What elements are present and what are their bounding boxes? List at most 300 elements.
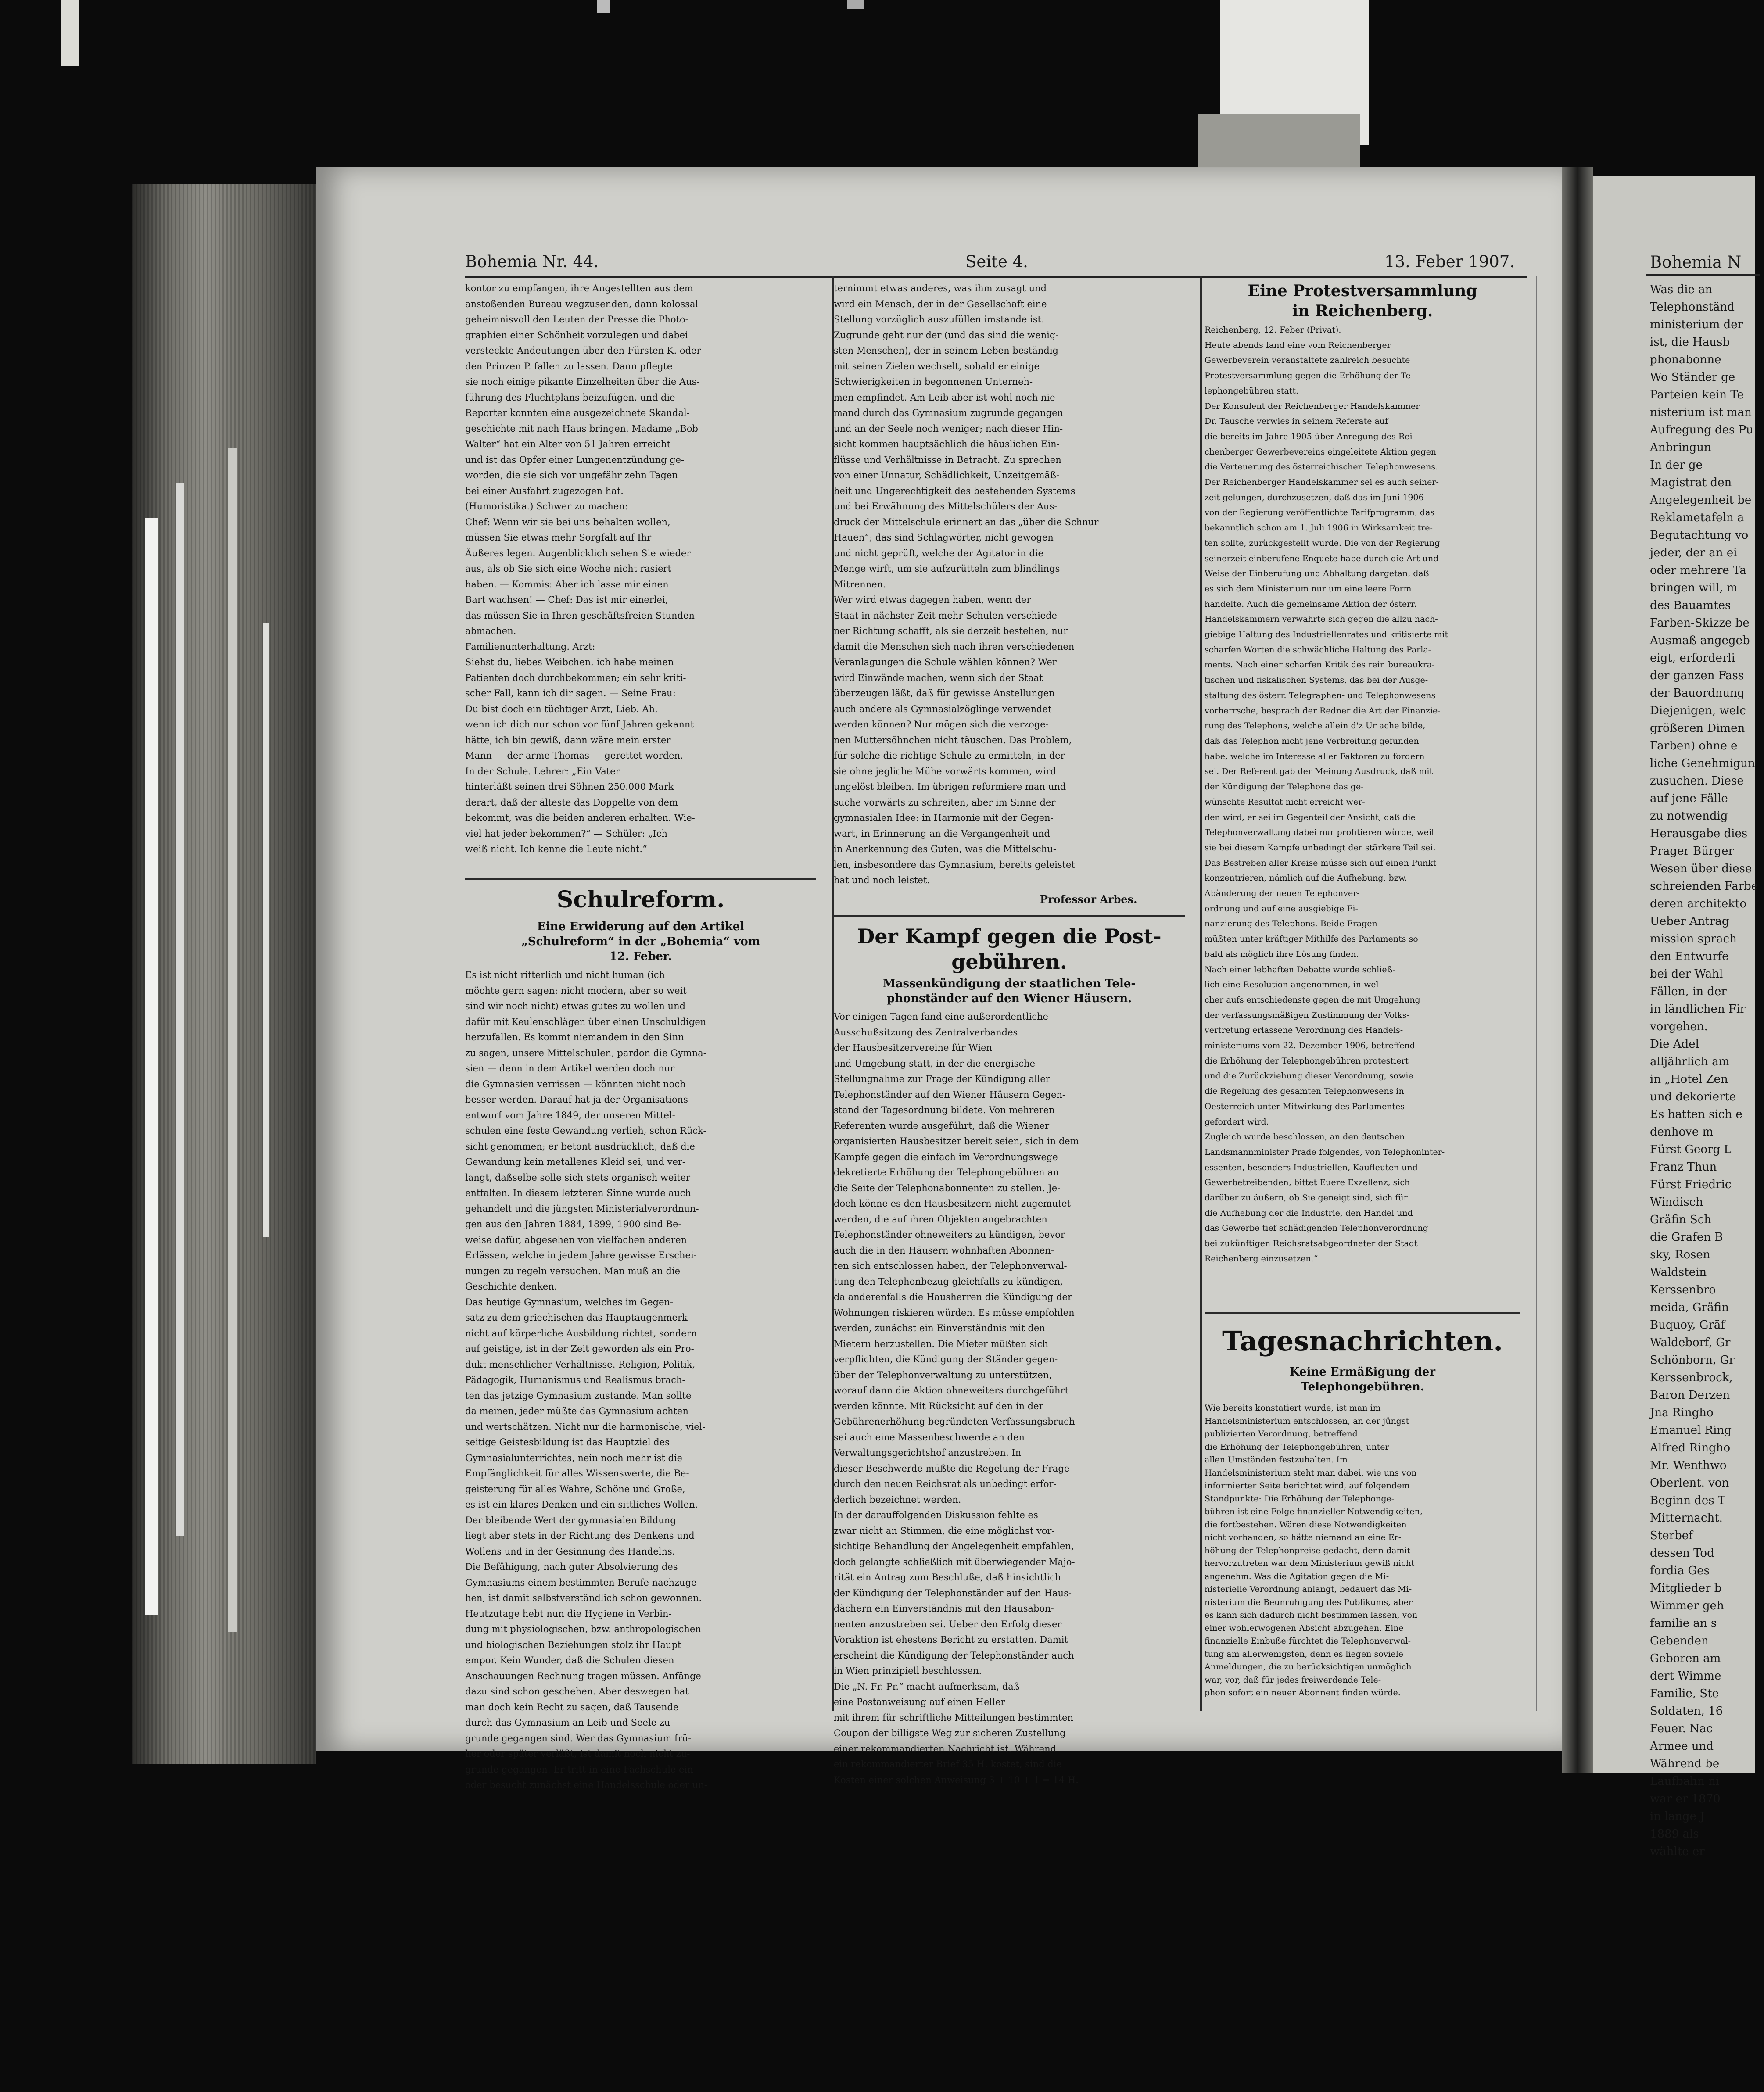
- text-line: hinterläßt seinen drei Söhnen 250.000 Mark: [465, 781, 674, 792]
- text-line: Zugleich wurde beschlossen, an den deutschen: [1205, 1132, 1405, 1142]
- text-line: Es hatten sich e: [1650, 1108, 1742, 1121]
- text-line: kontor zu empfangen, ihre Angestellten aus dem: [465, 283, 693, 294]
- next-page-header: Bohemia N: [1650, 253, 1742, 272]
- text-line: mit seinen Zielen wechselt, sobald er einige: [834, 361, 1040, 372]
- text-line: Telephonständer auf den Wiener Häusern Gegen-: [834, 1089, 1066, 1100]
- subheading-line: Keine Ermäßigung der: [1289, 1365, 1436, 1379]
- text-line: habe, welche im Interesse aller Faktoren zu fordern: [1205, 751, 1425, 761]
- page-edge-rule: [1536, 276, 1537, 1711]
- text-line: Mitrennen.: [834, 579, 886, 590]
- text-line: Handelsministerium entschlossen, an der jüngst: [1205, 1416, 1409, 1426]
- column-2-text-top: [834, 281, 1185, 897]
- text-line: jeder, der an ei: [1650, 546, 1737, 559]
- text-line: lich eine Resolution angenommen, in wel-: [1205, 980, 1381, 990]
- text-line: men empfindet. Am Leib aber ist wohl noch nie-: [834, 392, 1058, 403]
- text-line: höhung der Telephonpreise gedacht, denn damit: [1205, 1545, 1411, 1555]
- subheading-line: phonständer auf den Wiener Häusern.: [886, 992, 1132, 1005]
- text-line: die Gymnasien verrissen — könnten nicht noch: [465, 1078, 686, 1089]
- text-line: Buquoy, Gräf: [1650, 1318, 1725, 1332]
- text-line: Schönborn, Gr: [1650, 1354, 1735, 1367]
- text-line: wünschte Resultat nicht erreicht wer-: [1205, 797, 1365, 807]
- text-line: weise dafür, abgesehen von vielfachen anderen: [465, 1234, 687, 1245]
- text-line: Du bist doch ein tüchtiger Arzt, Lieb. Ah,: [465, 703, 658, 714]
- text-line: dazu sind schon geschehen. Aber deswegen hat: [465, 1686, 689, 1697]
- text-line: man doch kein Recht zu sagen, daß Tausende: [465, 1702, 679, 1712]
- film-edge: [61, 0, 79, 66]
- text-line: Kerssenbrock,: [1650, 1371, 1733, 1384]
- section-rule: [1205, 1312, 1520, 1314]
- header-page-number: Seite 4.: [965, 252, 1028, 271]
- text-line: seinerzeit einberufene Enquete habe durch die Art und: [1205, 553, 1439, 563]
- text-line: mit ihrem für schriftliche Mitteilungen bestimmten: [834, 1712, 1073, 1723]
- text-line: dert Wimme: [1650, 1669, 1721, 1683]
- text-line: Fürst Friedric: [1650, 1178, 1732, 1191]
- text-line: bei einer Ausfahrt zugezogen hat.: [465, 485, 624, 496]
- text-line: war, vor, daß für jedes freiwerdende Tele-: [1205, 1675, 1381, 1685]
- text-line: Telephonverwaltung dabei nur profitieren würde, weil: [1205, 827, 1434, 838]
- text-line: sei auch eine Massenbeschwerde an den: [834, 1432, 1025, 1443]
- text-line: Vor einigen Tagen fand eine außerordentliche: [834, 1011, 1048, 1022]
- text-line: der Hausbesitzervereine für Wien: [834, 1042, 993, 1053]
- text-line: Coupon der billigste Weg zur sicheren Zustellung: [834, 1728, 1066, 1738]
- text-line: Ausschußsitzung des Zentralverbandes: [834, 1027, 1018, 1038]
- text-line: grunde gegangen sind. Wer das Gymnasium frü-: [465, 1733, 692, 1744]
- text-line: Aufregung des Pu: [1650, 423, 1753, 437]
- text-line: besser werden. Darauf hat ja der Organisations-: [465, 1094, 692, 1105]
- text-line: Gräfin Sch: [1650, 1213, 1712, 1226]
- text-line: Feuer. Nac: [1650, 1722, 1713, 1735]
- text-line: mand durch das Gymnasium zugrunde gegangen: [834, 408, 1064, 418]
- text-line: und bei Erwähnung des Mittelschülers der Aus-: [834, 501, 1058, 512]
- text-line: Reporter konnten eine ausgezeichnete Skandal-: [465, 408, 690, 418]
- text-line: Mr. Wenthwo: [1650, 1459, 1727, 1472]
- book-gutter: [1562, 167, 1593, 1773]
- text-line: zu notwendig: [1650, 810, 1728, 823]
- text-line: grunde gegangen. Er tritt in eine Fachschule ein: [465, 1764, 693, 1775]
- text-line: Was die an: [1650, 283, 1713, 296]
- subheading-line: „Schulreform“ in der „Bohemia“ vom: [521, 935, 760, 948]
- text-line: alljährlich am: [1650, 1055, 1730, 1068]
- text-line: lephongebühren statt.: [1205, 386, 1299, 396]
- text-line: rität ein Antrag zum Beschluße, daß hinsichtlich: [834, 1572, 1061, 1583]
- text-line: die Grafen B: [1650, 1231, 1723, 1244]
- text-line: in Wien prinzipiell beschlossen.: [834, 1666, 982, 1676]
- text-line: die Verteuerung des österreichischen Telephonwesens.: [1205, 462, 1438, 472]
- text-line: bei zukünftigen Reichsratsabgeordneter der Stadt: [1205, 1239, 1418, 1249]
- text-line: dukt menschlicher Verhältnisse. Religion, Politik,: [465, 1359, 696, 1370]
- text-line: Angelegenheit be: [1650, 494, 1752, 507]
- text-line: In der Schule. Lehrer: „Ein Vater: [465, 766, 620, 777]
- text-line: müßten unter kräftiger Mithilfe des Parlaments so: [1205, 934, 1418, 944]
- text-line: bekommt, was die beiden anderen erhalten. Wie-: [465, 813, 695, 823]
- text-line: Geschichte denken.: [465, 1281, 557, 1292]
- column-3-text-top: [1205, 322, 1520, 1310]
- text-line: nungen zu regeln versuchen. Man muß an die: [465, 1265, 681, 1276]
- text-line: Emanuel Ring: [1650, 1424, 1732, 1437]
- text-line: Wollens und in der Gesinnung des Handelns.: [465, 1546, 675, 1557]
- text-line: doch gelangte schließlich mit überwiegender Majo-: [834, 1556, 1075, 1567]
- text-line: wird ein Mensch, der in der Gesellschaft eine: [834, 298, 1047, 309]
- text-line: werden können? Nur mögen sich die verzoge-: [834, 719, 1049, 730]
- text-line: Zugrunde geht nur der (und das sind die wenig-: [834, 330, 1059, 340]
- text-line: sicht kommen hauptsächlich die häuslichen Ein-: [834, 439, 1060, 449]
- text-line: Mietern herzustellen. Die Mieter müßten sich: [834, 1338, 1048, 1349]
- text-line: Wesen über diese: [1650, 862, 1752, 875]
- text-line: Das heutige Gymnasium, welches im Gegen-: [465, 1297, 674, 1308]
- text-line: In der darauffolgenden Diskussion fehlte es: [834, 1510, 1038, 1520]
- text-line: es ist ein klares Denken und ein sittliches Wollen.: [465, 1499, 698, 1510]
- text-line: herzufallen. Es kommt niemandem in den Sinn: [465, 1032, 684, 1042]
- text-line: und nicht geprüft, welche der Agitator in die: [834, 548, 1043, 559]
- text-line: in „Hotel Zen: [1650, 1073, 1728, 1086]
- film-edge: [847, 0, 864, 9]
- article-subheading-postgebuehren: [836, 976, 1183, 1006]
- text-line: weiß nicht. Ich kenne die Leute nicht.“: [465, 844, 647, 854]
- text-line: mission sprach: [1650, 932, 1737, 946]
- text-line: gehandelt und die jüngsten Ministerialverordnun-: [465, 1203, 699, 1214]
- text-line: Begutachtung vo: [1650, 529, 1749, 542]
- text-line: doch könne es den Hausbesitzern nicht zugemutet: [834, 1198, 1071, 1209]
- text-line: geschichte mit nach Haus bringen. Madame „Bob: [465, 423, 698, 434]
- text-line: dekretierte Erhöhung der Telephongebühren an: [834, 1167, 1059, 1178]
- text-line: werden, die auf ihren Objekten angebrachten: [834, 1214, 1047, 1225]
- text-line: Herausgabe dies: [1650, 827, 1748, 840]
- text-line: satz zu dem griechischen das Hauptaugenmerk: [465, 1312, 688, 1323]
- text-line: finanzielle Einbuße fürchtet die Telephonverwal-: [1205, 1636, 1411, 1646]
- text-line: Kosten einer solchen Anweisung 3 + 10 + 1 = 14 H.: [834, 1774, 1079, 1785]
- text-line: fordia Ges: [1650, 1564, 1710, 1577]
- text-line: und Umgebung statt, in der die energische: [834, 1058, 1036, 1069]
- text-line: Handelsministerium steht man dabei, wie uns von: [1205, 1468, 1417, 1478]
- text-line: Protestversammlung gegen die Erhöhung der Te-: [1205, 371, 1414, 381]
- text-line: vorgehen.: [1650, 1020, 1708, 1033]
- text-line: viel hat jeder bekommen?“ — Schüler: „Ich: [465, 828, 668, 839]
- text-line: Gymnasialunterrichtes, nein noch mehr ist die: [465, 1452, 683, 1463]
- text-line: ten das jetzige Gymnasium zustande. Man sollte: [465, 1390, 692, 1401]
- text-line: sind wir noch nicht) etwas gutes zu wollen und: [465, 1001, 686, 1011]
- text-line: phonabonne: [1650, 353, 1721, 366]
- text-line: und wertschätzen. Nicht nur die harmonische, viel-: [465, 1421, 706, 1432]
- text-line: damit die Menschen sich nach ihren verschiedenen: [834, 641, 1075, 652]
- text-line: sie bei diesem Kampfe unbedingt der stärkere Teil sei.: [1205, 842, 1436, 853]
- text-line: Walter“ hat ein Alter von 51 Jahren erreicht: [465, 439, 670, 449]
- text-line: überzeugen läßt, daß für gewisse Anstellungen: [834, 688, 1055, 699]
- text-line: gymnasialen Idee: in Harmonie mit der Gegen-: [834, 813, 1054, 823]
- text-line: phon sofort ein neuer Abonnent finden würde.: [1205, 1688, 1401, 1698]
- text-line: Patienten doch durchbekommen; ein sehr kriti-: [465, 672, 686, 683]
- text-line: Farben-Skizze be: [1650, 616, 1750, 630]
- page-edge-highlight: [263, 623, 269, 1237]
- text-line: rung des Telephons, welche allein d'z Ur ache bilde,: [1205, 721, 1426, 731]
- text-line: Während be: [1650, 1757, 1720, 1770]
- text-line: nanzierung des Telephons. Beide Fragen: [1205, 919, 1377, 929]
- text-line: nisterium die Beunruhigung des Publikums, aber: [1205, 1597, 1413, 1607]
- text-line: Oberlent. von: [1650, 1476, 1729, 1490]
- section-rule: [465, 878, 816, 880]
- text-line: Heutzutage hebt nun die Hygiene in Verbin-: [465, 1608, 672, 1619]
- text-line: derart, daß der älteste das Doppelte von dem: [465, 797, 678, 808]
- text-line: informierter Seite berichtet wird, auf folgendem: [1205, 1481, 1410, 1490]
- column-2-text-body: [834, 1009, 1185, 1785]
- text-line: auch die in den Häusern wohnhaften Abonnen-: [834, 1245, 1054, 1256]
- text-line: Gymnasiums einem bestimmten Berufe nachzuge-: [465, 1577, 700, 1588]
- subheading-line: 12. Feber.: [609, 950, 672, 963]
- text-line: werden könnte. Mit Rücksicht auf den in der: [834, 1401, 1043, 1411]
- text-line: da anderenfalls die Hausherren die Kündigung der: [834, 1292, 1072, 1302]
- text-line: Geboren am: [1650, 1652, 1721, 1665]
- text-line: Diejenigen, welc: [1650, 704, 1746, 717]
- text-line: auf jene Fälle: [1650, 792, 1728, 805]
- text-line: bringen will, m: [1650, 581, 1738, 595]
- text-line: ministeriums vom 22. Dezember 1906, betreffend: [1205, 1041, 1415, 1051]
- text-line: dächern ein Einverständnis mit den Hausabon-: [834, 1603, 1054, 1614]
- text-line: Fällen, in der: [1650, 985, 1727, 998]
- text-line: und an der Seele noch weniger; nach dieser Hin-: [834, 423, 1063, 434]
- text-line: Äußeres legen. Augenblicklich sehen Sie wieder: [465, 548, 691, 559]
- text-line: nen Muttersöhnchen nicht täuschen. Das Problem,: [834, 734, 1072, 745]
- text-line: bald als möglich ihre Lösung finden.: [1205, 949, 1359, 959]
- text-line: entwurf vom Jahre 1849, der unseren Mittel-: [465, 1110, 675, 1121]
- text-line: Bart wachsen! — Chef: Das ist mir einerlei,: [465, 595, 668, 605]
- text-line: langt, daßselbe solle sich stets organisch weiter: [465, 1172, 691, 1183]
- text-line: Sterbef: [1650, 1529, 1693, 1542]
- text-line: chenberger Gewerbevereins eingeleitete Aktion gegen: [1205, 447, 1437, 457]
- text-line: Gewerbetreibenden, bittet Euere Exzellenz, sich: [1205, 1178, 1410, 1188]
- text-line: haben. — Kommis: Aber ich lasse mir einen: [465, 579, 669, 590]
- header-newspaper-issue: Bohemia Nr. 44.: [465, 252, 599, 271]
- text-line: hen, ist damit selbstverständlich schon gewonnen.: [465, 1593, 702, 1603]
- text-line: Der bleibende Wert der gymnasialen Bildung: [465, 1515, 676, 1526]
- text-line: Waldstein: [1650, 1266, 1707, 1279]
- text-line: und dekorierte: [1650, 1090, 1736, 1103]
- text-line: in Anerkennung des Guten, was die Mittelschu-: [834, 844, 1056, 854]
- text-line: nenten anzustreben sei. Ueber den Erfolg dieser: [834, 1619, 1062, 1630]
- text-line: für solche die richtige Schule zu ermitteln, in der: [834, 750, 1065, 761]
- text-line: die Erhöhung der Telephongebühren, unter: [1205, 1442, 1389, 1452]
- text-line: geheimnisvoll den Leuten der Presse die Photo-: [465, 314, 688, 325]
- text-line: der ganzen Fass: [1650, 669, 1744, 682]
- text-line: ternimmt etwas anderes, was ihm zusagt und: [834, 283, 1047, 294]
- text-line: vertretung erlassene Verordnung des Handels-: [1205, 1025, 1403, 1035]
- text-line: möchte gern sagen: nicht modern, aber so weit: [465, 985, 687, 996]
- text-line: den Prinzen P. fallen zu lassen. Dann pflegte: [465, 361, 673, 372]
- text-line: über der Telephonverwaltung zu unterstützen,: [834, 1369, 1052, 1380]
- text-line: es kann sich dadurch nicht bestimmen lassen, von: [1205, 1610, 1418, 1620]
- article-subheading-schulreform: [470, 919, 812, 964]
- header-date: 13. Feber 1907.: [1384, 252, 1515, 271]
- text-line: handelte. Auch die gemeinsame Aktion der österr.: [1205, 599, 1417, 609]
- text-line: Vorаktion ist ehestens Bericht zu erstatten. Damit: [834, 1634, 1068, 1645]
- text-line: Standpunkte: Die Erhöhung der Telephonge-: [1205, 1494, 1395, 1504]
- text-line: hervorzutreten war dem Ministerium gewiß nicht: [1205, 1558, 1415, 1568]
- film-edge: [597, 0, 610, 13]
- section-rule: [834, 915, 1185, 917]
- text-line: liegt aber stets in der Richtung des Denkens und: [465, 1530, 695, 1541]
- text-line: Kampfe gegen die einfach im Verordnungswege: [834, 1151, 1058, 1162]
- text-line: dafür mit Keulenschlägen über einen Unschuldigen: [465, 1016, 706, 1027]
- column-1-text-top: [465, 281, 816, 873]
- text-line: sicht genommen; er betont ausdrücklich, daß die: [465, 1141, 695, 1152]
- text-line: angenehm. Was die Agitation gegen die Mi-: [1205, 1571, 1389, 1581]
- text-line: schreienden Farbe: [1650, 880, 1758, 893]
- text-line: Reichenberg, 12. Feber (Privat).: [1205, 325, 1341, 335]
- text-line: ten sollte, zurückgestellt wurde. Die von der Regierung: [1205, 538, 1440, 548]
- heading-line: Der Kampf gegen die Post-: [857, 924, 1162, 948]
- text-line: Staat in nächster Zeit mehr Schulen verschiede-: [834, 610, 1061, 621]
- text-line: Gewerbeverein veranstaltete zahlreich besuchte: [1205, 355, 1410, 365]
- column-3-text-body: [1205, 1402, 1520, 1709]
- text-line: Das Bestreben aller Kreise müsse sich auf einen Punkt: [1205, 858, 1437, 868]
- text-line: Landsmannminister Prade folgendes, von Telephoninter-: [1205, 1147, 1445, 1157]
- text-line: Gebührenerhöhung begründeten Verfassungsbruch: [834, 1416, 1075, 1427]
- text-line: Chef: Wenn wir sie bei uns behalten wollen,: [465, 516, 670, 527]
- text-line: Die „N. Fr. Pr.“ macht aufmerksam, daß: [834, 1681, 1020, 1692]
- text-line: Stellungnahme zur Frage der Kündigung aller: [834, 1074, 1050, 1084]
- text-line: nisterium ist man: [1650, 406, 1752, 419]
- text-line: Ausmaß angegeb: [1650, 634, 1750, 647]
- article-heading-protestversammlung: [1205, 281, 1520, 321]
- text-line: ungelöst bleiben. Im übrigen reformiere man und: [834, 781, 1066, 792]
- text-line: in lange J: [1650, 1810, 1705, 1823]
- text-line: verpflichten, die Kündigung der Ständer gegen-: [834, 1354, 1058, 1365]
- next-page-header-rule: [1646, 274, 1760, 276]
- text-line: zwar nicht an Stimmen, die eine möglichst vor-: [834, 1525, 1055, 1536]
- text-line: wenn ich dich nur schon vor fünf Jahren gekannt: [465, 719, 694, 730]
- book-edge: [132, 184, 316, 1764]
- text-line: Mitglieder b: [1650, 1582, 1722, 1595]
- page-edge-highlight: [176, 483, 184, 1536]
- text-line: scher Fall, kann ich dir sagen. — Seine Frau:: [465, 688, 676, 699]
- text-line: Veranlagungen die Schule wählen können? Wer: [834, 657, 1057, 667]
- text-line: wart, in Erinnerung an die Vergangenheit und: [834, 828, 1050, 839]
- text-line: sei. Der Referent gab der Meinung Ausdruck, daß mit: [1205, 767, 1433, 777]
- text-line: bühren ist eine Folge finanzieller Notwendigkeiten,: [1205, 1507, 1423, 1516]
- text-line: In der ge: [1650, 459, 1703, 472]
- subheading-line: Eine Erwiderung auf den Artikel: [537, 920, 745, 933]
- next-page-text: [1650, 281, 1764, 1860]
- text-line: das müssen Sie in Ihren geschäftsfreien Stunden: [465, 610, 695, 621]
- text-line: Referenten wurde ausgeführt, daß die Wiener: [834, 1120, 1050, 1131]
- text-line: erscheint die Kündigung der Telephonständer auch: [834, 1650, 1074, 1661]
- text-line: hat und noch leistet.: [834, 875, 930, 885]
- text-line: anstoßenden Bureau wegzusenden, dann kolossal: [465, 298, 699, 309]
- text-line: Reklametafeln a: [1650, 511, 1744, 524]
- text-line: zeit gelungen, durchzusetzen, daß das im Juni 1906: [1205, 492, 1424, 502]
- article-heading-schulreform: Schulreform.: [556, 886, 725, 913]
- subheading-line: Telephongebühren.: [1301, 1380, 1424, 1393]
- text-line: derlich bezeichnet werden.: [834, 1494, 961, 1505]
- text-line: hätte, ich bin gewiß, dann wäre mein erster: [465, 734, 671, 745]
- text-line: geisterung für alles Wahre, Schöne und Große,: [465, 1483, 685, 1494]
- text-line: Empfänglichkeit für alles Wissenswerte, die Be-: [465, 1468, 689, 1479]
- text-line: in ländlichen Fir: [1650, 1003, 1746, 1016]
- text-line: werden, zunächst ein Einverständnis mit den: [834, 1323, 1045, 1333]
- subheading-line: Massenkündigung der staatlichen Tele-: [882, 977, 1136, 990]
- text-line: Erlässen, welche in jedem Jahre gewisse Erschei-: [465, 1250, 697, 1261]
- text-line: ministerium der: [1650, 318, 1743, 331]
- text-line: Nach einer lebhaften Debatte wurde schließ-: [1205, 964, 1395, 974]
- text-line: vorherrsche, besprach der Redner die Art der Finanzie-: [1205, 706, 1441, 716]
- text-line: sie ohne jegliche Mühe vorwärts kommen, wird: [834, 766, 1056, 777]
- text-line: führung des Fluchtplans beizufügen, und die: [465, 392, 675, 403]
- text-line: bekanntlich schon am 1. Juli 1906 in Wirksamkeit tre-: [1205, 523, 1433, 533]
- text-line: Wie bereits konstatiert wurde, ist man im: [1205, 1403, 1381, 1413]
- text-line: einer rekommandierten Nachricht ist. Während: [834, 1743, 1057, 1754]
- text-line: ein rekommandierter Brief 35 H. kostet, sind die: [834, 1759, 1062, 1770]
- text-line: sky, Rosen: [1650, 1248, 1710, 1261]
- text-line: der Bauordnung: [1650, 687, 1745, 700]
- text-line: graphien einer Schönheit vorzulegen und dabei: [465, 330, 688, 340]
- text-line: Handelskammern verwahrte sich gegen die allzu nach-: [1205, 614, 1438, 624]
- text-line: oder mehrere Ta: [1650, 564, 1746, 577]
- text-line: Es ist nicht ritterlich und nicht human (ich: [465, 970, 665, 980]
- text-line: die bereits im Jahre 1905 über Anregung des Rei-: [1205, 431, 1415, 441]
- text-line: essenten, besonders Industriellen, Kaufleuten und: [1205, 1162, 1418, 1172]
- text-line: worden, die sie sich vor ungefähr zehn Tagen: [465, 470, 678, 480]
- text-line: gefordert wird.: [1205, 1117, 1269, 1127]
- text-line: druck der Mittelschule erinnert an das „über die Schnur: [834, 516, 1099, 527]
- text-line: ten sich entschlossen haben, der Telephonverwal-: [834, 1261, 1067, 1271]
- article-signature: Professor Arbes.: [1040, 893, 1137, 906]
- text-line: Wimmer geh: [1650, 1599, 1724, 1612]
- text-line: Pädagogik, Humanismus und Realismus brach-: [465, 1375, 685, 1385]
- text-line: größeren Dimen: [1650, 722, 1745, 735]
- text-line: tischen und fiskalischen Systems, das bei der Ausge-: [1205, 675, 1428, 685]
- text-line: und die Zurückziehung dieser Verordnung, sowie: [1205, 1071, 1413, 1081]
- text-line: Kerssenbro: [1650, 1283, 1716, 1297]
- text-line: darüber zu äußern, ob Sie geneigt sind, sich für: [1205, 1193, 1408, 1203]
- text-line: und biologischen Beziehungen stolz ihr Haupt: [465, 1639, 681, 1650]
- text-line: der verfassungsmäßigen Zustimmung der Volks-: [1205, 1010, 1409, 1020]
- text-line: auch andere als Gymnasialzöglinge verwendet: [834, 703, 1052, 714]
- paper-slip-shadow: [1198, 114, 1360, 176]
- text-line: oder besucht zunächst eine Handelsschule oder un-: [465, 1780, 707, 1790]
- text-line: len, insbesondere das Gymnasium, bereits geleistet: [834, 859, 1075, 870]
- text-line: bei der Wahl: [1650, 967, 1723, 981]
- text-line: die Seite der Telephonabonnenten zu stellen. Je-: [834, 1182, 1061, 1193]
- text-line: eigt, erforderli: [1650, 652, 1735, 665]
- text-line: Telephonständer ohneweiters zu kündigen, bevor: [834, 1229, 1065, 1240]
- text-line: Farben) ohne e: [1650, 739, 1738, 752]
- text-line: schulen eine feste Gewandung verlieh, schon Rück-: [465, 1125, 706, 1136]
- text-line: Fürst Georg L: [1650, 1143, 1732, 1156]
- heading-line: in Reichenberg.: [1292, 302, 1433, 320]
- text-line: Familie, Ste: [1650, 1687, 1719, 1700]
- text-line: Baron Derzen: [1650, 1389, 1730, 1402]
- text-line: entfalten. In diesem letzteren Sinne wurde auch: [465, 1188, 691, 1198]
- text-line: Wo Ständer ge: [1650, 371, 1735, 384]
- text-line: Stellung vorzüglich auszufüllen imstande ist.: [834, 314, 1044, 325]
- text-line: die fortbestehen. Wären diese Notwendigkeiten: [1205, 1519, 1407, 1530]
- text-line: Jna Ringho: [1650, 1406, 1714, 1419]
- text-line: des Bauamtes: [1650, 599, 1731, 612]
- text-line: aus, als ob Sie sich eine Woche nicht rasiert: [465, 563, 671, 574]
- text-line: giebige Haltung des Industriellenrates und kritisierte mit: [1205, 630, 1448, 640]
- text-line: von einer Unnatur, Schädlichkeit, Unzeitgemäß-: [834, 470, 1060, 480]
- column-1-text-body: [465, 967, 816, 1790]
- text-line: nicht auf körperliche Ausbildung richtet, sondern: [465, 1328, 697, 1339]
- text-line: Abänderung der neuen Telephonver-: [1205, 888, 1360, 899]
- text-line: Telephonständ: [1650, 301, 1735, 314]
- text-line: her oder später verläßt, ist damit noch nicht zu-: [465, 1748, 690, 1759]
- text-line: denhove m: [1650, 1125, 1714, 1139]
- text-line: sichtige Behandlung der Angelegenheit empfahlen,: [834, 1541, 1074, 1551]
- column-rule: [1200, 276, 1202, 1711]
- text-line: abmachen.: [465, 626, 516, 636]
- text-line: Verwaltungsgerichtshof anzustreben. In: [834, 1447, 1022, 1458]
- text-line: zusuchen. Diese: [1650, 774, 1744, 788]
- text-line: cher aufs entschiedenste gegen die mit Umgehung: [1205, 995, 1420, 1005]
